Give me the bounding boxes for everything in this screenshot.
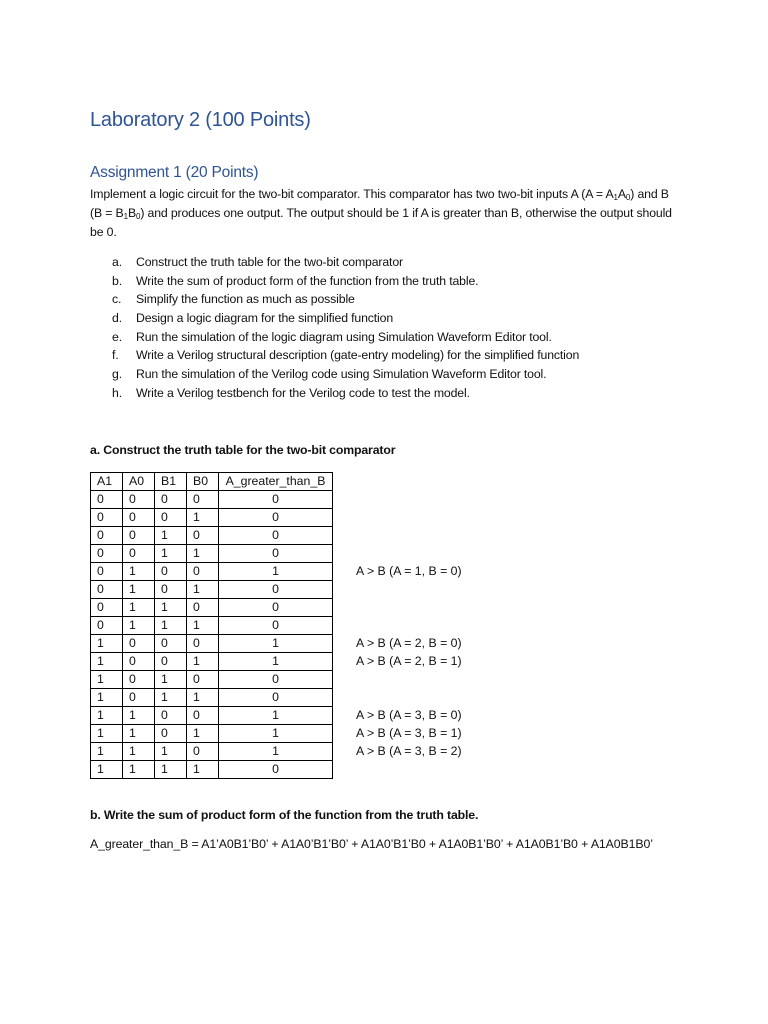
cell-b1: 1: [155, 599, 187, 617]
cell-output: 1: [219, 563, 333, 581]
row-note: [356, 580, 462, 598]
row-note: [356, 508, 462, 526]
cell-output: 0: [219, 689, 333, 707]
cell-output: 0: [219, 491, 333, 509]
task-item: [112, 272, 579, 291]
row-note: [356, 544, 462, 562]
cell-b0: 1: [187, 653, 219, 671]
task-text: Construct the truth table for the two-bit comparator: [136, 255, 403, 269]
cell-a0: 0: [123, 653, 155, 671]
table-row: [91, 761, 333, 779]
cell-a1: 1: [91, 635, 123, 653]
cell-a1: 0: [91, 563, 123, 581]
header-b1: B1: [155, 473, 187, 491]
task-text: Write a Verilog structural description (gate-entry modeling) for the simplified function: [136, 348, 580, 363]
cell-output: 0: [219, 527, 333, 545]
cell-b0: 0: [187, 671, 219, 689]
task-letter: g.: [112, 367, 122, 382]
task-text: Simplify the function as much as possible: [136, 292, 355, 307]
row-note: A > B (A = 2, B = 0): [356, 636, 462, 650]
task-item: [112, 290, 579, 309]
cell-b1: 1: [155, 545, 187, 563]
table-row: [91, 581, 333, 599]
task-text: Write the sum of product form of the function from the truth table.: [136, 273, 479, 288]
cell-a1: 0: [91, 599, 123, 617]
cell-a0: 0: [123, 671, 155, 689]
truth-table: [90, 472, 333, 779]
table-row: [91, 689, 333, 707]
task-letter: d.: [112, 311, 122, 326]
cell-output: 0: [219, 545, 333, 563]
task-text: Write a Verilog testbench for the Verilog code to test the model.: [136, 385, 470, 400]
task-letter: e.: [112, 329, 122, 344]
section-a-heading: a. Construct the truth table for the two-bit comparator: [90, 443, 396, 457]
table-row: [91, 599, 333, 617]
row-note: [356, 490, 462, 508]
task-letter: c.: [112, 292, 122, 307]
cell-b0: 0: [187, 743, 219, 761]
cell-a0: 1: [123, 617, 155, 635]
cell-a0: 0: [123, 527, 155, 545]
cell-a0: 0: [123, 635, 155, 653]
cell-a1: 1: [91, 725, 123, 743]
cell-a1: 1: [91, 707, 123, 725]
header-output: A_greater_than_B: [219, 473, 333, 491]
cell-b1: 0: [155, 725, 187, 743]
cell-a0: 0: [123, 509, 155, 527]
task-letter: a.: [112, 255, 122, 269]
cell-a1: 1: [91, 671, 123, 689]
table-row: [91, 635, 333, 653]
page-title: Laboratory 2 (100 Points): [90, 109, 311, 131]
cell-b0: 0: [187, 599, 219, 617]
cell-b1: 1: [155, 527, 187, 545]
task-item: [112, 328, 579, 347]
cell-b1: 1: [155, 689, 187, 707]
cell-a1: 0: [91, 617, 123, 635]
truth-table-notes: [356, 472, 462, 778]
cell-b1: 0: [155, 653, 187, 671]
cell-a0: 1: [123, 599, 155, 617]
row-note: [356, 526, 462, 544]
cell-output: 0: [219, 581, 333, 599]
task-letter: f.: [112, 348, 119, 363]
row-note: [356, 688, 462, 706]
cell-a0: 1: [123, 707, 155, 725]
cell-b1: 0: [155, 707, 187, 725]
cell-b1: 0: [155, 509, 187, 527]
cell-output: 1: [219, 707, 333, 725]
table-row: [91, 491, 333, 509]
header-b0: B0: [187, 473, 219, 491]
cell-a1: 0: [91, 527, 123, 545]
row-note: [356, 472, 462, 490]
task-letter: b.: [112, 273, 122, 288]
table-row: [91, 509, 333, 527]
table-row: [91, 545, 333, 563]
table-row: [91, 671, 333, 689]
task-text: Run the simulation of the logic diagram using Simulation Waveform Editor tool.: [136, 329, 552, 344]
task-text: Design a logic diagram for the simplified function: [136, 311, 394, 326]
cell-b1: 0: [155, 491, 187, 509]
cell-b1: 0: [155, 563, 187, 581]
sum-of-products-expression: A_greater_than_B = A1’A0B1’B0’ + A1A0’B1’B0’ + A1A0’B1’B0 + A1A0B1’B0’ + A1A0B1’B0 + A1A0B1B0’: [90, 837, 653, 851]
row-note: [356, 616, 462, 634]
task-item: [112, 365, 579, 384]
cell-b0: 1: [187, 617, 219, 635]
cell-b1: 1: [155, 617, 187, 635]
cell-a0: 0: [123, 491, 155, 509]
cell-b0: 0: [187, 527, 219, 545]
row-note: A > B (A = 1, B = 0): [356, 564, 462, 578]
cell-a1: 0: [91, 581, 123, 599]
cell-output: 1: [219, 743, 333, 761]
table-row: [91, 653, 333, 671]
cell-b0: 1: [187, 581, 219, 599]
cell-a1: 1: [91, 761, 123, 779]
table-row: [91, 563, 333, 581]
cell-output: 0: [219, 761, 333, 779]
cell-b1: 1: [155, 671, 187, 689]
task-list: [112, 253, 579, 403]
cell-a0: 1: [123, 581, 155, 599]
row-note: A > B (A = 3, B = 0): [356, 708, 462, 722]
cell-a0: 1: [123, 743, 155, 761]
cell-output: 1: [219, 653, 333, 671]
cell-a0: 1: [123, 563, 155, 581]
task-letter: h.: [112, 385, 122, 400]
cell-a0: 0: [123, 545, 155, 563]
task-item: [112, 253, 579, 272]
table-row: [91, 725, 333, 743]
assignment-description: Implement a logic circuit for the two-bit comparator. This comparator has two two-bit inputs A $(A = A_1A_0)$ and B $(B = B_1B_0)$ and produces one output. The output should be 1 if A is greater than B, otherwise the output should be 0.: [90, 187, 672, 239]
cell-b1: 1: [155, 743, 187, 761]
header-a1: A1: [91, 473, 123, 491]
cell-b0: 1: [187, 725, 219, 743]
task-item: [112, 346, 579, 365]
truth-table-header-row: [91, 473, 333, 491]
row-note: [356, 670, 462, 688]
section-b-heading: b. Write the sum of product form of the function from the truth table.: [90, 808, 479, 822]
row-note: [356, 760, 462, 778]
cell-b0: 1: [187, 545, 219, 563]
cell-output: 1: [219, 725, 333, 743]
row-note: A > B (A = 3, B = 2): [356, 744, 462, 758]
cell-a0: 1: [123, 761, 155, 779]
cell-a1: 0: [91, 509, 123, 527]
cell-b0: 0: [187, 563, 219, 581]
table-row: [91, 527, 333, 545]
cell-a0: 1: [123, 725, 155, 743]
cell-output: 0: [219, 671, 333, 689]
cell-a0: 0: [123, 689, 155, 707]
cell-a1: 1: [91, 689, 123, 707]
cell-b0: 1: [187, 509, 219, 527]
cell-b1: 0: [155, 635, 187, 653]
cell-b1: 0: [155, 581, 187, 599]
cell-b0: 1: [187, 689, 219, 707]
cell-output: 0: [219, 599, 333, 617]
table-row: [91, 743, 333, 761]
table-row: [91, 707, 333, 725]
cell-output: 0: [219, 509, 333, 527]
cell-output: 0: [219, 617, 333, 635]
row-note: A > B (A = 2, B = 1): [356, 654, 462, 668]
cell-b0: 0: [187, 635, 219, 653]
header-a0: A0: [123, 473, 155, 491]
cell-b0: 0: [187, 491, 219, 509]
cell-a1: 0: [91, 545, 123, 563]
assignment-title: Assignment 1 (20 Points): [90, 164, 259, 181]
cell-output: 1: [219, 635, 333, 653]
cell-b0: 1: [187, 761, 219, 779]
task-item: [112, 309, 579, 328]
task-text: Run the simulation of the Verilog code using Simulation Waveform Editor tool.: [136, 367, 547, 382]
row-note: [356, 598, 462, 616]
row-note: A > B (A = 3, B = 1): [356, 726, 462, 740]
cell-a1: 1: [91, 653, 123, 671]
cell-a1: 0: [91, 491, 123, 509]
task-item: [112, 384, 579, 403]
cell-b1: 1: [155, 761, 187, 779]
cell-b0: 0: [187, 707, 219, 725]
table-row: [91, 617, 333, 635]
cell-a1: 1: [91, 743, 123, 761]
